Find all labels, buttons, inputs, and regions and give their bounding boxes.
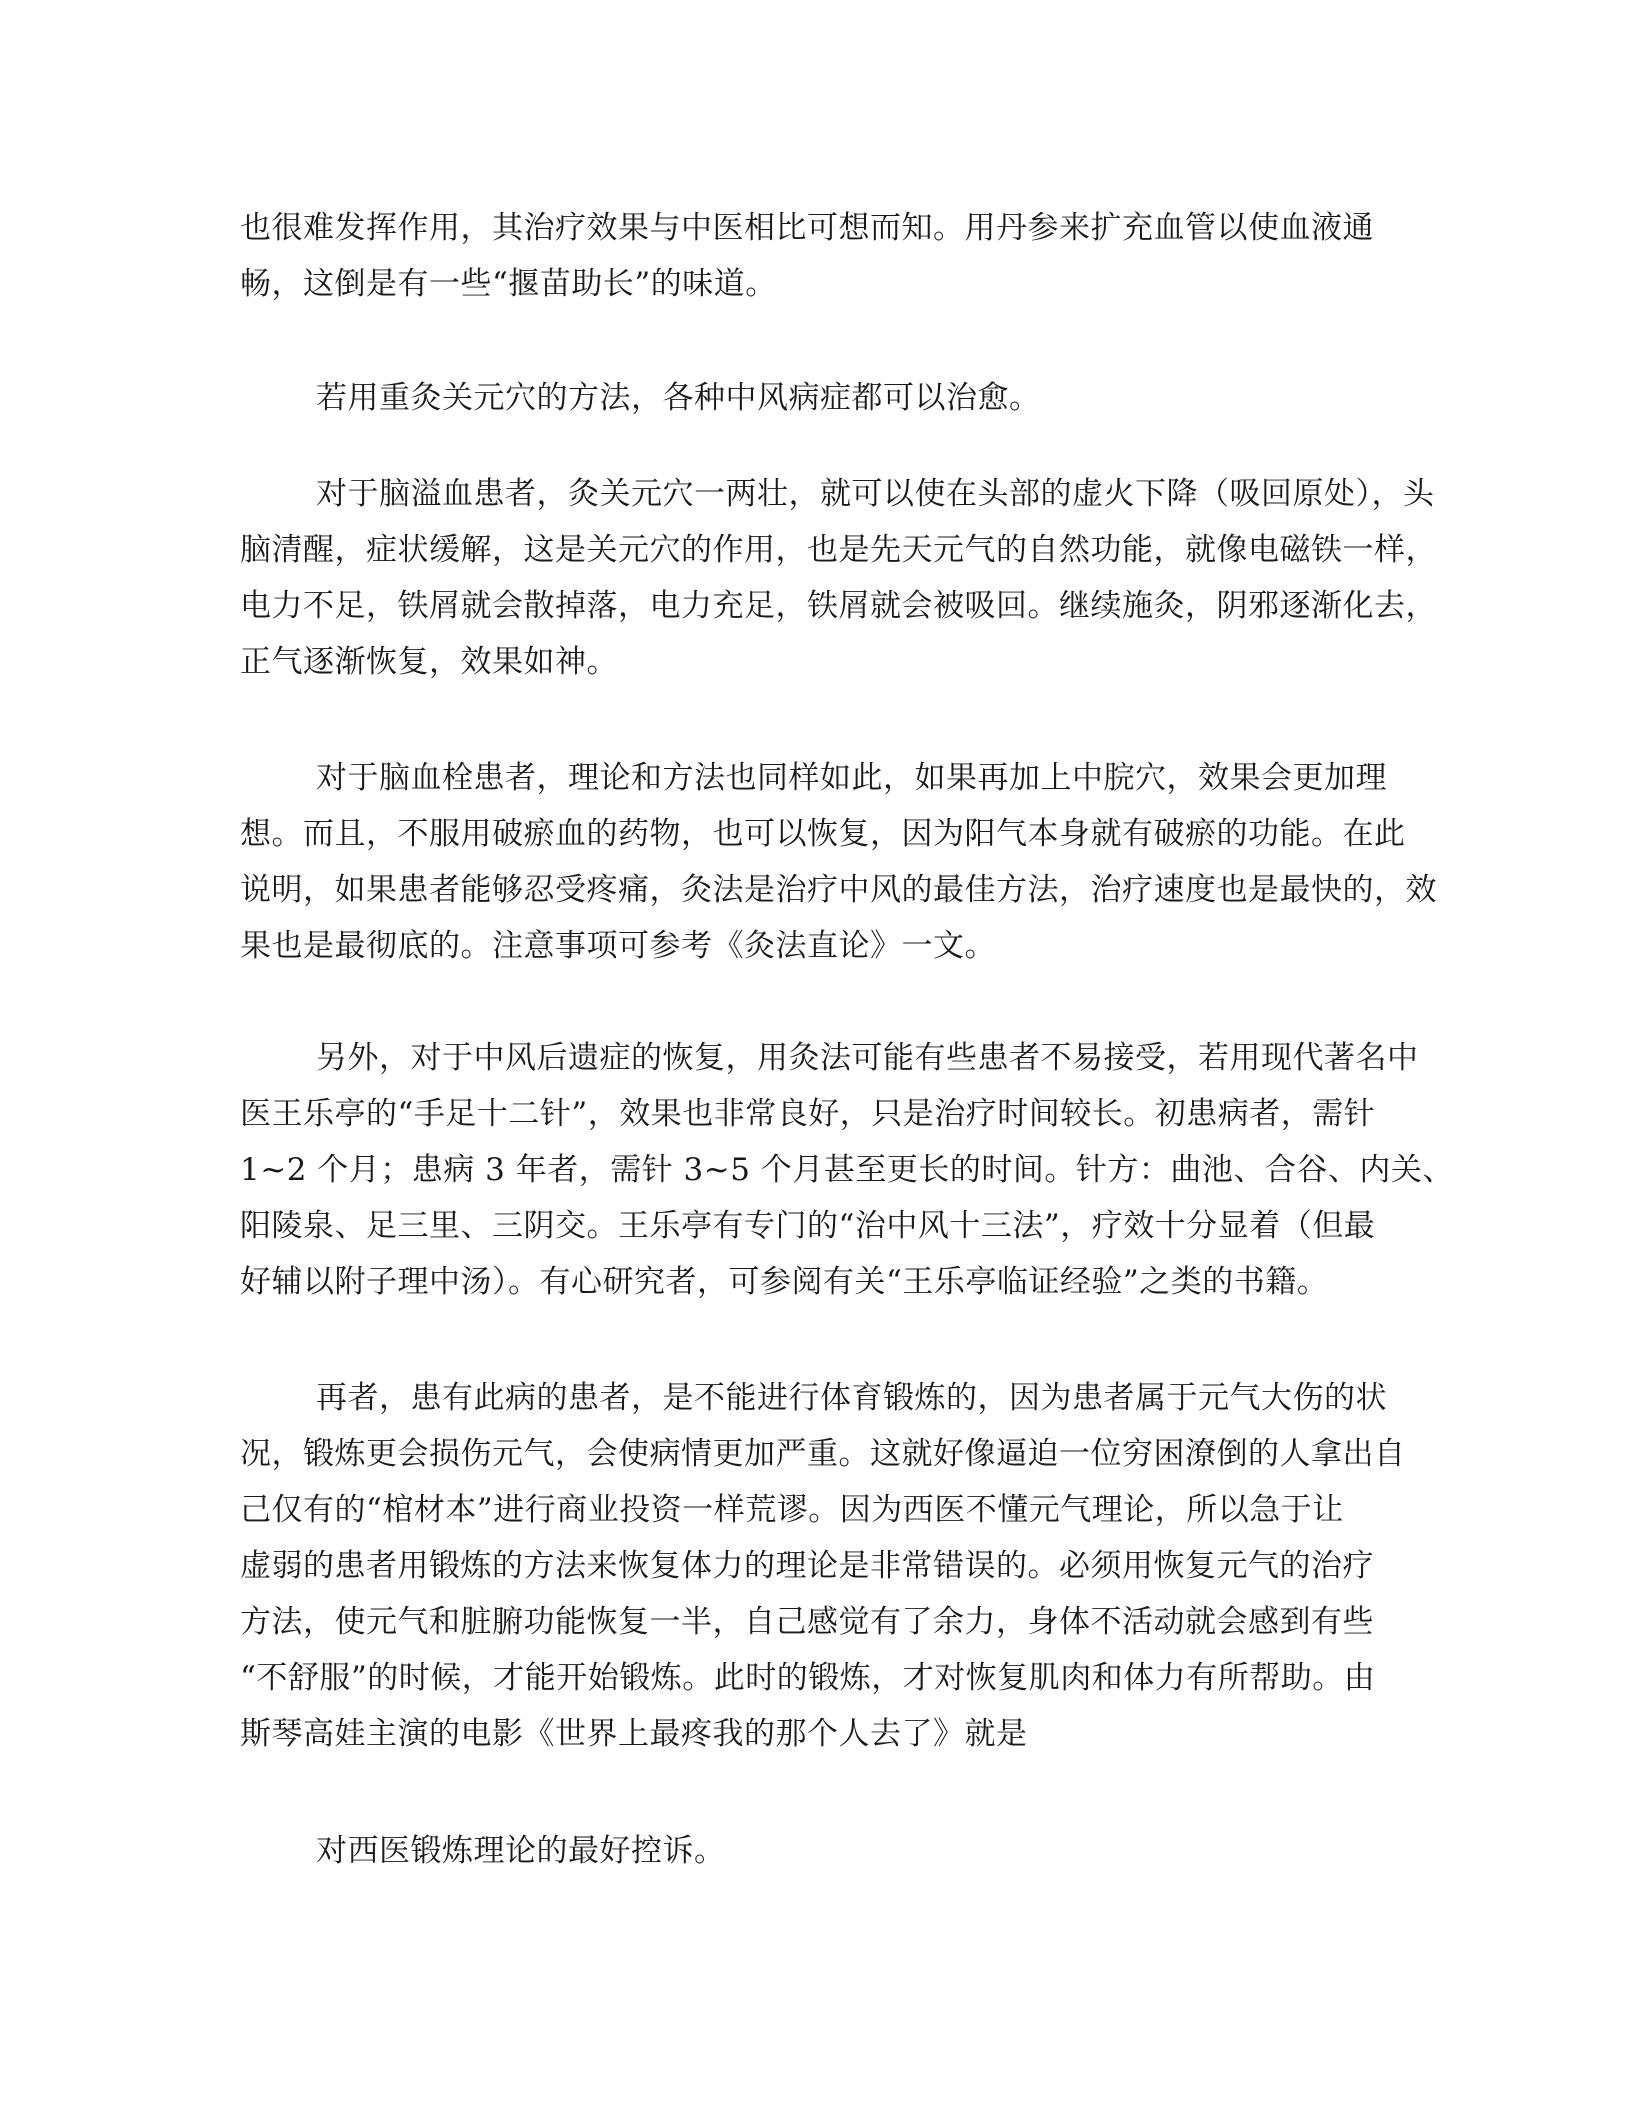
text-line: 阳陵泉、足三里、三阴交。王乐亭有专门的“治中风十三法”，疗效十分显着（但最	[240, 1208, 1376, 1244]
text-line: 再者，患有此病的患者，是不能进行体育锻炼的，因为患者属于元气大伤的状	[316, 1380, 1387, 1416]
text-line: 畅，这倒是有一些“揠苗助长”的味道。	[240, 266, 777, 302]
text-line: 好辅以附子理中汤）。有心研究者，可参阅有关“王乐亭临证经验”之类的书籍。	[240, 1264, 1329, 1300]
text-line: 正气逐渐恢复，效果如神。	[240, 644, 618, 680]
text-line: 想。而且，不服用破瘀血的药物，也可以恢复，因为阳气本身就有破瘀的功能。在此	[240, 816, 1406, 852]
text-line: 虚弱的患者用锻炼的方法来恢复体力的理论是非常错误的。必须用恢复元气的治疗	[240, 1548, 1374, 1584]
text-line: 斯琴高娃主演的电影《世界上最疼我的那个人去了》就是	[240, 1716, 1028, 1752]
text-line: 脑清醒，症状缓解，这是关元穴的作用，也是先天元气的自然功能，就像电磁铁一样，	[240, 532, 1437, 568]
text-line: 己仅有的“棺材本”进行商业投资一样荒谬。因为西医不懂元气理论，所以急于让	[240, 1492, 1344, 1528]
paragraph-5	[240, 1030, 1454, 1310]
text-line: 对于脑血栓患者，理论和方法也同样如此，如果再加上中脘穴，效果会更加理	[316, 760, 1387, 796]
text-line: 1~2 个月；患病 3 年者，需针 3~5 个月甚至更长的时间。针方：曲池、合谷、内关、	[240, 1152, 1454, 1188]
paragraph-7	[240, 1823, 1390, 1879]
text-line: “不舒服”的时候，才能开始锻炼。此时的锻炼，才对恢复肌肉和体力有所帮助。由	[240, 1660, 1376, 1696]
text-line: 对于脑溢血患者，灸关元穴一两壮，就可以使在头部的虚火下降（吸回原处），头	[316, 476, 1435, 512]
paragraph-3	[240, 466, 1437, 690]
text-line: 方法，使元气和脏腑功能恢复一半，自己感觉有了余力，身体不活动就会感到有些	[240, 1604, 1374, 1640]
text-line: 医王乐亭的“手足十二针”，效果也非常良好，只是治疗时间较长。初患病者，需针	[240, 1096, 1376, 1132]
paragraph-4	[240, 750, 1437, 974]
text-line: 也很难发挥作用，其治疗效果与中医相比可想而知。用丹参来扩充血管以使血液通	[240, 210, 1374, 246]
paragraph-1	[240, 200, 1390, 312]
text-line: 电力不足，铁屑就会散掉落，电力充足，铁屑就会被吸回。继续施灸，阴邪逐渐化去，	[240, 588, 1437, 624]
paragraph-2	[240, 370, 1390, 426]
text-line: 况，锻炼更会损伤元气，会使病情更加严重。这就好像逼迫一位穷困潦倒的人拿出自	[240, 1436, 1406, 1472]
text-line: 另外，对于中风后遗症的恢复，用灸法可能有些患者不易接受，若用现代著名中	[316, 1040, 1419, 1076]
text-line: 若用重灸关元穴的方法，各种中风病症都可以治愈。	[316, 380, 1041, 416]
text-line: 对西医锻炼理论的最好控诉。	[316, 1833, 726, 1869]
text-line: 果也是最彻底的。注意事项可参考《灸法直论》一文。	[240, 928, 996, 964]
paragraph-6	[240, 1370, 1406, 1762]
text-line: 说明，如果患者能够忍受疼痛，灸法是治疗中风的最佳方法，治疗速度也是最快的，效	[240, 872, 1437, 908]
